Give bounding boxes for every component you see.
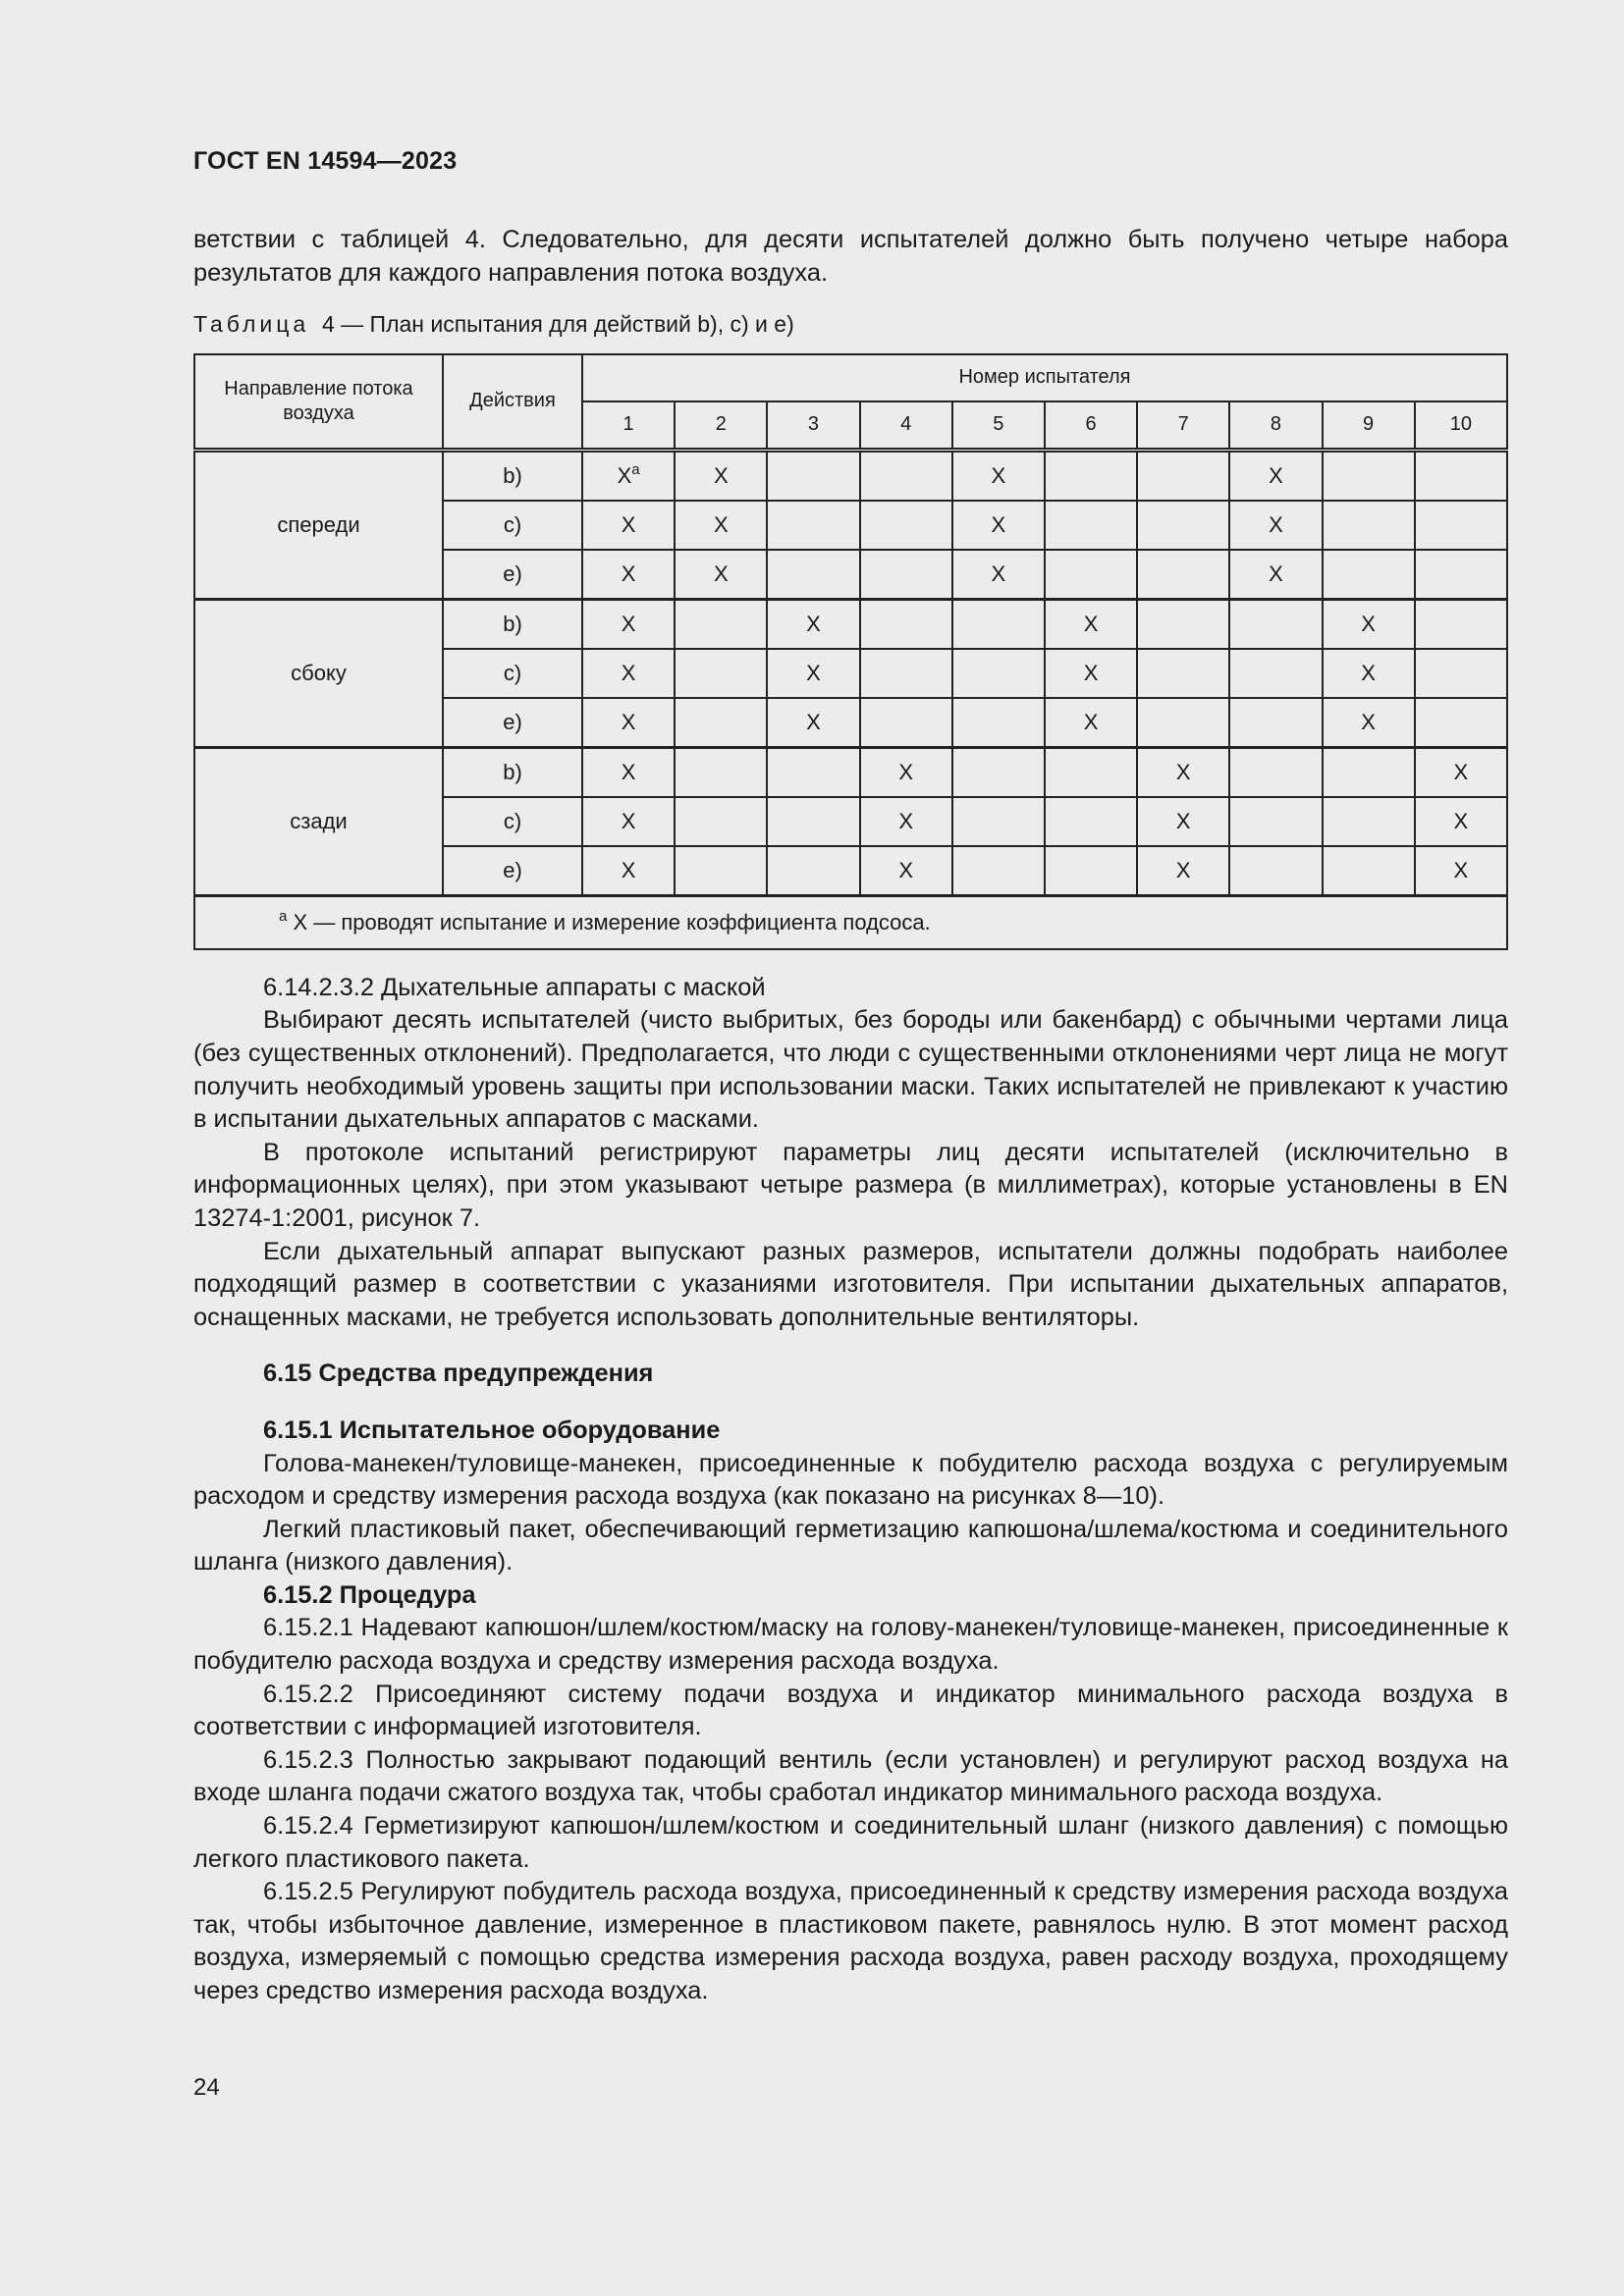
mark-value: X	[621, 808, 636, 833]
mark-value: X	[1361, 660, 1376, 685]
mark-cell	[1415, 599, 1507, 649]
mark-cell	[1323, 846, 1415, 896]
action-cell: e)	[443, 698, 582, 748]
footnote-text: X — проводят испытание и измерение коэффициента подсоса.	[293, 909, 931, 934]
mark-cell	[1229, 846, 1322, 896]
mark-cell	[767, 698, 859, 748]
mark-value: X	[898, 759, 913, 784]
mark-cell	[675, 797, 767, 846]
mark-cell	[952, 599, 1045, 649]
action-cell: b)	[443, 747, 582, 797]
tester-number-header: 4	[860, 401, 952, 451]
mark-cell	[1323, 747, 1415, 797]
mark-cell	[1415, 698, 1507, 748]
mark-value: X	[1361, 611, 1376, 636]
mark-value: X	[806, 660, 821, 685]
mark-cell	[582, 747, 675, 797]
mark-value: X	[713, 561, 729, 586]
mark-cell	[1229, 747, 1322, 797]
mark-value: X	[1175, 857, 1191, 882]
mark-cell	[1229, 649, 1322, 698]
tester-number-header: 10	[1415, 401, 1507, 451]
mark-value: X	[621, 660, 636, 685]
mark-cell	[582, 797, 675, 846]
mark-cell	[675, 649, 767, 698]
mark-value: X	[1269, 462, 1283, 488]
mark-cell	[952, 649, 1045, 698]
mark-cell	[1323, 450, 1415, 501]
mark-cell	[1229, 501, 1322, 550]
direction-cell: спереди	[194, 450, 443, 599]
mark-cell	[767, 649, 859, 698]
step-6-15-2-4: 6.15.2.4 Герметизируют капюшон/шлем/костюм и соединительный шланг (низкого давления) с помощью легкого пластикового пакета.	[193, 1812, 1508, 1873]
mark-cell	[1415, 797, 1507, 846]
mark-cell	[767, 846, 859, 896]
direction-cell: сбоку	[194, 599, 443, 747]
mark-value: X	[1175, 759, 1191, 784]
mark-cell	[1229, 599, 1322, 649]
sec-6-15-title: 6.15 Средства предупреждения	[263, 1360, 654, 1388]
mark-cell	[860, 450, 952, 501]
action-cell: c)	[443, 797, 582, 846]
mark-cell	[860, 797, 952, 846]
footnote-row	[194, 895, 1507, 949]
mark-cell	[1137, 599, 1229, 649]
mark-cell	[1415, 550, 1507, 600]
tester-number-header: 1	[582, 401, 675, 451]
tester-number-header: 2	[675, 401, 767, 451]
sec-6-14-2-3-2-p3: Если дыхательный аппарат выпускают разных размеров, испытатели должны подобрать наиболее подходящий размер в соответствии с указаниями изготовителя. При испытании дыхательных аппаратов, оснащенных масками, не требуется использовать дополнительные вентиляторы.	[193, 1237, 1508, 1331]
col-direction-header: Направление потока воздуха	[194, 354, 443, 451]
tester-number-header: 6	[1045, 401, 1137, 451]
table-caption-label: Таблица	[193, 311, 310, 338]
mark-cell	[767, 599, 859, 649]
mark-value: X	[898, 857, 913, 882]
mark-cell	[952, 698, 1045, 748]
sec-6-15-1-p2: Легкий пластиковый пакет, обеспечивающий герметизацию капюшона/шлема/костюма и соединительного шланга (низкого давления).	[193, 1515, 1508, 1576]
sec-6-15-2-title: 6.15.2 Процедура	[263, 1580, 476, 1609]
action-cell: e)	[443, 550, 582, 600]
mark-value: X	[621, 611, 636, 636]
mark-cell	[1323, 550, 1415, 600]
action-cell: c)	[443, 501, 582, 550]
action-cell: e)	[443, 846, 582, 896]
tester-number-header: 7	[1137, 401, 1229, 451]
table-body	[194, 450, 1507, 949]
tester-number-header: 9	[1323, 401, 1415, 451]
action-cell: b)	[443, 599, 582, 649]
mark-cell	[1323, 599, 1415, 649]
mark-cell	[675, 846, 767, 896]
mark-cell	[860, 599, 952, 649]
mark-value: X	[1269, 511, 1283, 537]
mark-cell	[767, 797, 859, 846]
table-caption	[193, 308, 1508, 342]
col-actions-header: Действия	[443, 354, 582, 451]
mark-cell	[860, 649, 952, 698]
mark-cell	[1137, 550, 1229, 600]
mark-cell	[1137, 501, 1229, 550]
mark-value: X	[1453, 759, 1469, 784]
mark-value: X	[991, 511, 1006, 537]
mark-cell	[860, 747, 952, 797]
mark-value: X	[1083, 611, 1099, 636]
mark-cell	[952, 846, 1045, 896]
test-plan-table	[193, 353, 1508, 950]
action-cell: c)	[443, 649, 582, 698]
tester-number-header: 3	[767, 401, 859, 451]
sec-6-14-2-3-2-p2: В протоколе испытаний регистрируют параметры лиц десяти испытателей (исключительно в информационных целях), при этом указывают четыре размера (в миллиметрах), которые установлены в EN 13274-1:2001, рисунок 7.	[193, 1138, 1508, 1232]
mark-value: X	[621, 561, 636, 586]
mark-cell	[675, 550, 767, 600]
mark-value: X	[991, 561, 1006, 586]
action-cell: b)	[443, 450, 582, 501]
table-row	[194, 450, 1507, 501]
mark-value: X	[898, 808, 913, 833]
step-6-15-2-3: 6.15.2.3 Полностью закрывают подающий вентиль (если установлен) и регулируют расход воздуха на входе шланга подачи сжатого воздуха так, чтобы сработал индикатор минимального расхода воздуха.	[193, 1745, 1508, 1807]
page-number: 24	[193, 2074, 220, 2101]
mark-value: X	[806, 709, 821, 734]
step-6-15-2-5: 6.15.2.5 Регулируют побудитель расхода воздуха, присоединенный к средству измерения расхода воздуха так, чтобы избыточное давление, измеренное в пластиковом пакете, равнялось нулю. В этот момент расход воздуха, измеряемый с помощью средства измерения расхода воздуха, равен расходу воздуха, проходящему через средство измерения расхода воздуха.	[193, 1878, 1508, 2004]
footnote-marker: a	[631, 460, 640, 478]
mark-cell	[1323, 649, 1415, 698]
mark-cell	[860, 501, 952, 550]
mark-cell	[1045, 501, 1137, 550]
mark-cell	[952, 550, 1045, 600]
mark-cell	[1137, 450, 1229, 501]
mark-cell	[675, 747, 767, 797]
mark-cell	[1045, 450, 1137, 501]
mark-cell	[767, 550, 859, 600]
mark-cell	[860, 846, 952, 896]
mark-cell	[675, 450, 767, 501]
mark-cell	[582, 599, 675, 649]
tester-number-header: 5	[952, 401, 1045, 451]
mark-value: X	[991, 462, 1006, 488]
mark-cell	[1415, 747, 1507, 797]
mark-cell	[1045, 599, 1137, 649]
mark-value: X	[713, 511, 729, 537]
mark-cell	[582, 501, 675, 550]
mark-value: X	[621, 511, 636, 537]
sec-6-15-1-p1: Голова-манекен/туловище-манекен, присоединенные к побудителю расхода воздуха с регулируемым расходом и средству измерения расхода воздуха (как показано на рисунках 8—10).	[193, 1449, 1508, 1511]
mark-cell	[1415, 649, 1507, 698]
mark-cell	[1045, 698, 1137, 748]
mark-cell	[952, 797, 1045, 846]
mark-cell	[1229, 698, 1322, 748]
mark-cell	[1323, 698, 1415, 748]
mark-cell	[1045, 846, 1137, 896]
mark-cell	[1045, 747, 1137, 797]
footnote-mark: a	[279, 907, 288, 925]
mark-value: X	[1361, 709, 1376, 734]
mark-value: X	[621, 857, 636, 882]
mark-cell	[675, 501, 767, 550]
mark-cell	[675, 599, 767, 649]
mark-value: X	[1083, 660, 1099, 685]
mark-cell	[860, 698, 952, 748]
mark-cell	[1045, 550, 1137, 600]
mark-cell	[767, 501, 859, 550]
mark-value: X	[621, 709, 636, 734]
mark-value: X	[1453, 808, 1469, 833]
sec-6-15-1-title: 6.15.1 Испытательное оборудование	[263, 1415, 721, 1444]
mark-value: X	[617, 462, 632, 488]
mark-cell	[582, 698, 675, 748]
direction-cell: сзади	[194, 747, 443, 895]
mark-cell	[1137, 797, 1229, 846]
mark-cell	[1137, 747, 1229, 797]
table-footnote	[194, 895, 1507, 949]
mark-cell	[1137, 649, 1229, 698]
col-testers-header: Номер испытателя	[582, 354, 1507, 401]
mark-cell	[1415, 450, 1507, 501]
sec-6-14-2-3-2-title: 6.14.2.3.2 Дыхательные аппараты с маской	[263, 973, 766, 1001]
mark-cell	[582, 550, 675, 600]
mark-cell	[860, 550, 952, 600]
page-content	[193, 224, 1508, 2008]
mark-cell	[952, 501, 1045, 550]
mark-cell	[1323, 501, 1415, 550]
mark-cell	[952, 450, 1045, 501]
mark-value: X	[1175, 808, 1191, 833]
mark-cell	[1137, 698, 1229, 748]
table-caption-text: 4 — План испытания для действий b), c) и e)	[321, 311, 794, 338]
mark-cell	[1229, 450, 1322, 501]
mark-cell	[1323, 797, 1415, 846]
mark-cell	[767, 747, 859, 797]
tester-number-header: 8	[1229, 401, 1322, 451]
mark-value: X	[621, 759, 636, 784]
mark-cell	[767, 450, 859, 501]
table-row	[194, 599, 1507, 649]
sec-6-14-2-3-2-p1: Выбирают десять испытателей (чисто выбритых, без бороды или бакенбард) с обычными чертами лица (без существенных отклонений). Предполагается, что люди с существенными отклонениями черт лица не могут получить необходимый уровень защиты при использовании маски. Таких испытателей не привлекают к участию в испытании дыхательных аппаратов с масками.	[193, 1006, 1508, 1134]
mark-cell	[1415, 501, 1507, 550]
mark-cell	[582, 649, 675, 698]
mark-cell	[1415, 846, 1507, 896]
mark-cell	[1137, 846, 1229, 896]
mark-value: X	[1269, 561, 1283, 586]
mark-cell	[582, 846, 675, 896]
step-6-15-2-1: 6.15.2.1 Надевают капюшон/шлем/костюм/маску на голову-манекен/туловище-манекен, присоединенные к побудителю расхода воздуха и средству измерения расхода воздуха.	[193, 1614, 1508, 1676]
intro-paragraph: ветствии с таблицей 4. Следовательно, для десяти испытателей должно быть получено четыре набора результатов для каждого направления потока воздуха.	[193, 226, 1508, 287]
document-header: ГОСТ EN 14594—2023	[193, 147, 458, 175]
mark-cell	[675, 698, 767, 748]
mark-cell	[952, 747, 1045, 797]
mark-value: X	[1453, 857, 1469, 882]
mark-cell	[1229, 797, 1322, 846]
mark-cell	[1229, 550, 1322, 600]
mark-value: X	[713, 462, 729, 488]
mark-value: X	[806, 611, 821, 636]
mark-value: X	[1083, 709, 1099, 734]
mark-cell	[1045, 797, 1137, 846]
mark-cell	[582, 450, 675, 501]
table-row	[194, 747, 1507, 797]
mark-cell	[1045, 649, 1137, 698]
step-6-15-2-2: 6.15.2.2 Присоединяют систему подачи воздуха и индикатор минимального расхода воздуха в соответствии с информацией изготовителя.	[193, 1680, 1508, 1741]
